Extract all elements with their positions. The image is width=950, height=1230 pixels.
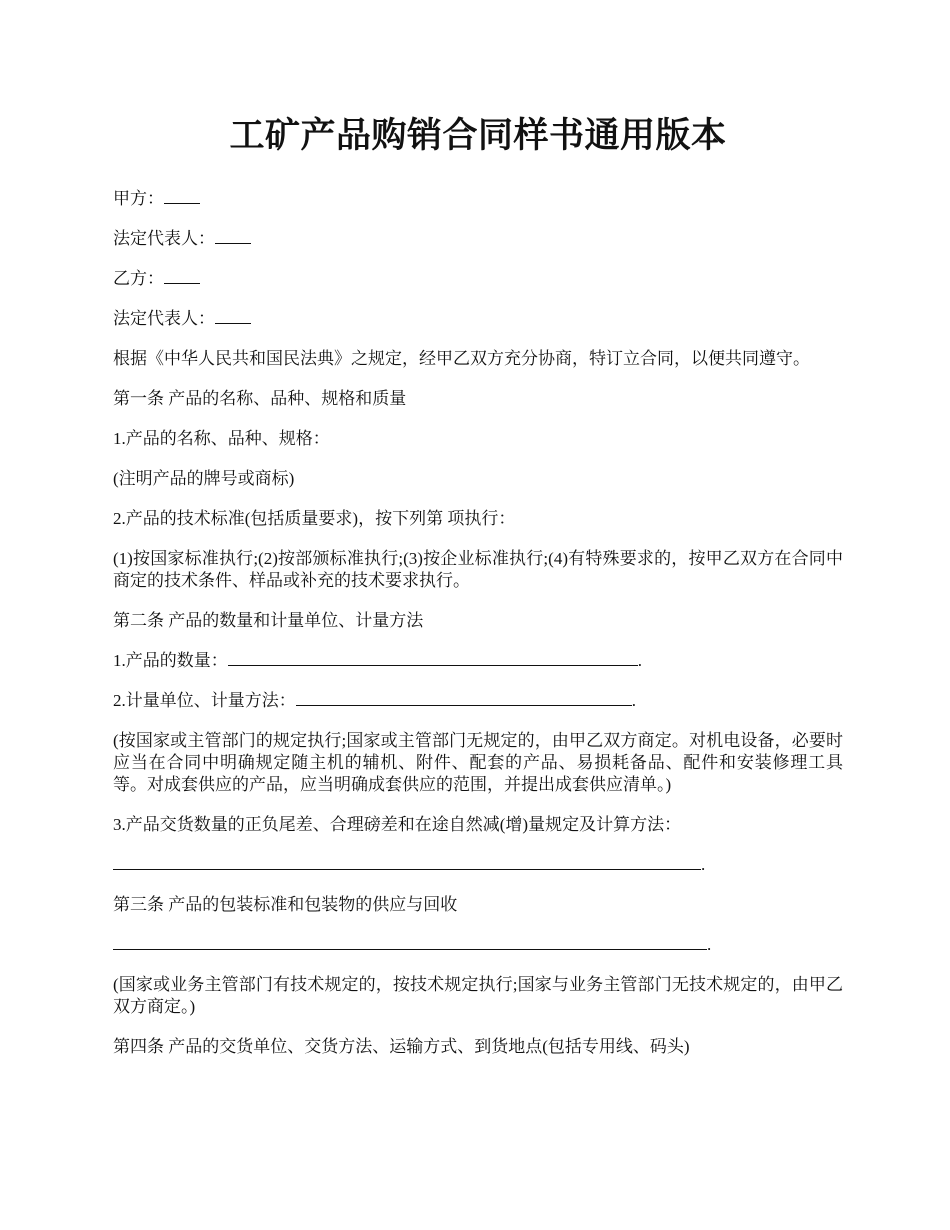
article-2-item-2	[113, 690, 843, 712]
packaging-blank	[113, 935, 707, 950]
article-2-item-1	[113, 650, 843, 672]
preamble-paragraph: 根据《中华人民共和国民法典》之规定，经甲乙双方充分协商，特订立合同，以便共同遵守。	[113, 349, 810, 368]
article-3-blank-line	[113, 934, 843, 956]
article-3-note: (国家或业务主管部门有技术规定的，按技术规定执行;国家与业务主管部门无技术规定的，由甲乙双方商定。)	[113, 975, 843, 1016]
article-2-note: (按国家或主管部门的规定执行;国家或主管部门无规定的，由甲乙双方商定。对机电设备，必要时应当在合同中明确规定随主机的辅机、附件、配套的产品、易损耗备品、配件和安装修理工具等。对成套供应的产品，应当明确成套供应的范围，并提出成套供应清单。)	[113, 731, 843, 794]
article-4-heading: 第四条 产品的交货单位、交货方法、运输方式、到货地点(包括专用线、码头)	[113, 1037, 690, 1056]
article-1-item-2-detail: (1)按国家标准执行;(2)按部颁标准执行;(3)按企业标准执行;(4)有特殊要求的，按甲乙双方在合同中商定的技术条件、样品或补充的技术要求执行。	[113, 549, 843, 590]
contract-page	[113, 112, 843, 1076]
tolerance-period: .	[701, 855, 706, 874]
article-1-item-2: 2.产品的技术标准(包括质量要求)，按下列第 项执行：	[113, 509, 516, 528]
party-a-line	[113, 188, 843, 210]
party-a-rep-blank	[215, 229, 251, 244]
article-3-heading: 第三条 产品的包装标准和包装物的供应与回收	[113, 895, 458, 914]
party-b-blank	[164, 269, 200, 284]
article-2-item-3: 3.产品交货数量的正负尾差、合理磅差和在途自然减(增)量规定及计算方法：	[113, 815, 682, 834]
party-b-rep-line	[113, 308, 843, 330]
party-b-line	[113, 268, 843, 290]
unit-method-label: 2.计量单位、计量方法：	[113, 691, 296, 710]
party-a-blank	[164, 189, 200, 204]
article-2-heading: 第二条 产品的数量和计量单位、计量方法	[113, 611, 424, 630]
party-a-rep-label: 法定代表人：	[113, 229, 215, 248]
party-b-label: 乙方：	[113, 269, 164, 288]
document-title: 工矿产品购销合同样书通用版本	[229, 116, 727, 155]
article-1-heading: 第一条 产品的名称、品种、规格和质量	[113, 389, 407, 408]
party-b-rep-blank	[215, 309, 251, 324]
party-b-rep-label: 法定代表人：	[113, 309, 215, 328]
article-1-item-1: 1.产品的名称、品种、规格：	[113, 429, 330, 448]
unit-method-blank	[296, 691, 632, 706]
quantity-label: 1.产品的数量：	[113, 651, 228, 670]
quantity-period: .	[637, 651, 642, 670]
article-2-item-3-blank-line	[113, 854, 843, 876]
unit-method-period: .	[631, 691, 636, 710]
party-a-label: 甲方：	[113, 189, 164, 208]
party-a-rep-line	[113, 228, 843, 250]
article-1-note-1: (注明产品的牌号或商标)	[113, 469, 295, 488]
tolerance-blank	[113, 855, 701, 870]
packaging-period: .	[707, 935, 712, 954]
quantity-blank	[228, 651, 638, 666]
